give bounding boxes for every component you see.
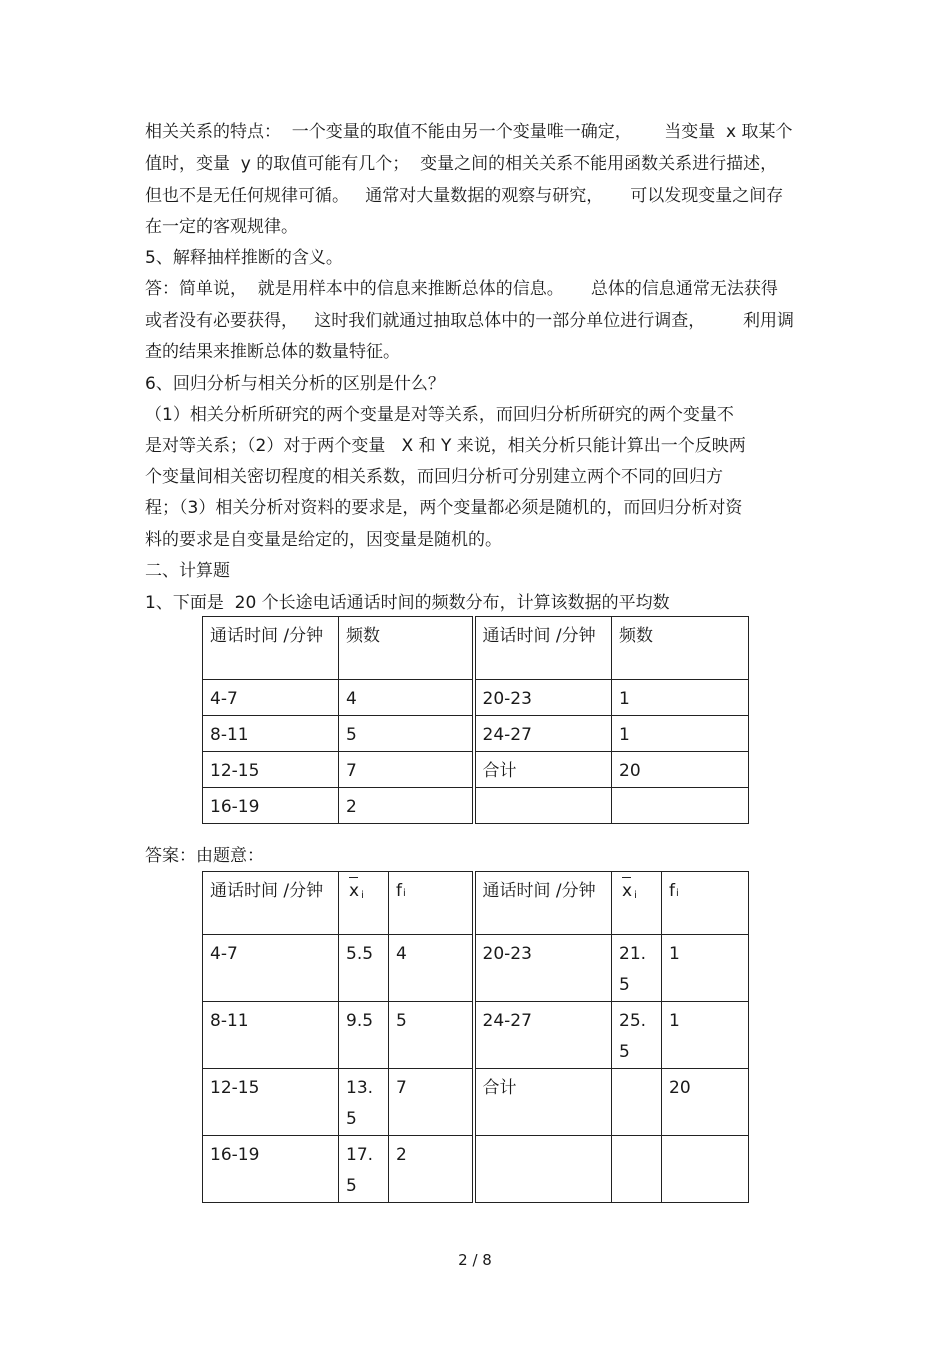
table-cell <box>662 1136 749 1203</box>
frequency-table <box>202 616 749 824</box>
paragraph-line: 个变量间相关密切程度的相关系数，而回归分析可分别建立两个不同的回归方 <box>145 467 723 487</box>
paragraph-line: 或者没有必要获得， 这时我们就通过抽取总体中的一部分单位进行调查， 利用调 <box>145 311 795 331</box>
table-cell: 25.5 <box>612 1002 662 1069</box>
table-row <box>203 1069 749 1136</box>
header-cell-frequency <box>389 872 474 935</box>
table-cell: 5 <box>339 716 474 752</box>
table-cell: 16-19 <box>203 1136 339 1203</box>
table-cell: 12-15 <box>203 752 339 788</box>
section-heading: 二、计算题 <box>145 561 230 581</box>
table-cell: 12-15 <box>203 1069 339 1136</box>
table-cell: 20 <box>612 752 749 788</box>
table-cell <box>612 1136 662 1203</box>
subscript: i <box>634 890 637 901</box>
table-cell: 5 <box>389 1002 474 1069</box>
header-cell-x-mean <box>612 872 662 935</box>
table-header-row <box>203 872 749 935</box>
table-cell <box>612 1069 662 1136</box>
table-row <box>203 788 749 824</box>
table-cell: 1 <box>662 1002 749 1069</box>
header-cell: 通话时间 /分钟 <box>203 617 339 680</box>
paragraph-line: 在一定的客观规律。 <box>145 217 298 237</box>
subscript: i <box>403 888 406 899</box>
table-cell: 5.5 <box>339 935 389 1002</box>
table-cell: 16-19 <box>203 788 339 824</box>
header-cell: 频数 <box>612 617 749 680</box>
table-cell: 2 <box>339 788 474 824</box>
header-cell: 通话时间 /分钟 <box>474 872 612 935</box>
paragraph-line: 相关关系的特点： 一个变量的取值不能由另一个变量唯一确定， 当变量 x 取某个 <box>145 122 793 142</box>
paragraph-line: 答：简单说， 就是用样本中的信息来推断总体的信息。 总体的信息通常无法获得 <box>145 279 778 299</box>
table-cell: 1 <box>612 716 749 752</box>
table-cell: 合计 <box>474 1069 612 1136</box>
table-cell: 24-27 <box>474 1002 612 1069</box>
subscript: i <box>361 890 364 901</box>
paragraph-line: 是对等关系；（2）对于两个变量 X 和 Y 来说，相关分析只能计算出一个反映两 <box>145 436 746 456</box>
answer-table <box>202 871 749 1203</box>
table-cell: 7 <box>389 1069 474 1136</box>
paragraph-line: 查的结果来推断总体的数量特征。 <box>145 342 400 362</box>
table-cell <box>474 788 612 824</box>
paragraph-line: 值时，变量 y 的取值可能有几个； 变量之间的相关关系不能用函数关系进行描述， <box>145 154 778 174</box>
paragraph-line: 但也不是无任何规律可循。 通常对大量数据的观察与研究， 可以发现变量之间存 <box>145 186 784 206</box>
table-cell <box>612 788 749 824</box>
header-cell: 频数 <box>339 617 474 680</box>
table-cell: 4-7 <box>203 680 339 716</box>
table-row <box>203 752 749 788</box>
table-cell: 合计 <box>474 752 612 788</box>
table-cell: 8-11 <box>203 716 339 752</box>
subscript: i <box>676 888 679 899</box>
table-cell: 7 <box>339 752 474 788</box>
table-cell: 4 <box>389 935 474 1002</box>
table-row <box>203 935 749 1002</box>
header-cell-x-mean <box>339 872 389 935</box>
f-symbol: f <box>669 881 675 901</box>
table-cell: 24-27 <box>474 716 612 752</box>
table-cell: 2 <box>389 1136 474 1203</box>
table-cell: 8-11 <box>203 1002 339 1069</box>
x-bar-symbol: x <box>349 883 359 900</box>
table-header-row <box>203 617 749 680</box>
table-cell: 4 <box>339 680 474 716</box>
table-cell: 1 <box>662 935 749 1002</box>
table-cell: 17.5 <box>339 1136 389 1203</box>
table-row <box>203 680 749 716</box>
header-cell-frequency <box>662 872 749 935</box>
answer-label: 答案：由题意： <box>145 846 264 866</box>
x-bar-symbol: x <box>622 883 632 900</box>
question-5-heading: 5、解释抽样推断的含义。 <box>145 248 343 268</box>
table-row <box>203 1136 749 1203</box>
problem-1-heading: 1、下面是 20 个长途电话通话时间的频数分布，计算该数据的平均数 <box>145 593 670 613</box>
question-6-heading: 6、回归分析与相关分析的区别是什么？ <box>145 374 445 394</box>
table-row <box>203 716 749 752</box>
table-row <box>203 1002 749 1069</box>
table-cell: 4-7 <box>203 935 339 1002</box>
paragraph-line: 程；（3）相关分析对资料的要求是，两个变量都必须是随机的，而回归分析对资 <box>145 498 743 518</box>
header-cell: 通话时间 /分钟 <box>203 872 339 935</box>
page-number: 2 / 8 <box>458 1251 492 1269</box>
paragraph-line: 料的要求是自变量是给定的，因变量是随机的。 <box>145 530 502 550</box>
table-cell: 1 <box>612 680 749 716</box>
header-cell: 通话时间 /分钟 <box>474 617 612 680</box>
f-symbol: f <box>396 881 402 901</box>
table-cell: 20-23 <box>474 680 612 716</box>
table-cell <box>474 1136 612 1203</box>
paragraph-line: （1）相关分析所研究的两个变量是对等关系，而回归分析所研究的两个变量不 <box>145 405 734 425</box>
table-cell: 9.5 <box>339 1002 389 1069</box>
table-cell: 21.5 <box>612 935 662 1002</box>
table-cell: 20-23 <box>474 935 612 1002</box>
table-cell: 20 <box>662 1069 749 1136</box>
table-cell: 13.5 <box>339 1069 389 1136</box>
